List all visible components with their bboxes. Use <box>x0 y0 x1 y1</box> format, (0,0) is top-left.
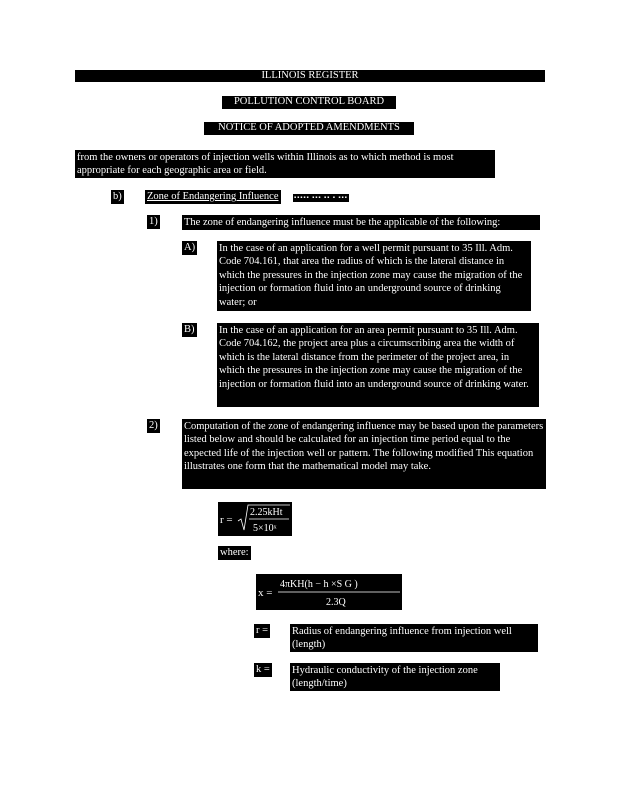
section-b-label: b) <box>113 191 122 202</box>
definition-text: Hydraulic conductivity of the injection zone (length/time) <box>290 663 500 691</box>
sub-a-text: In the case of an application for a well permit pursuant to 35 Ill. Adm. Code 704.161, that area the radius of which is the lateral distance in which the pressures in the injection zone may cause the migration of the injection or formation fluid into an underground source of drinking water; or <box>217 241 531 311</box>
sub-b-text: In the case of an application for an area permit pursuant to 35 Ill. Adm. Code 704.162, the project area plus a circumscribing area the width of which is the lateral distance from the perimeter of the project area, in which the pressures in the injection zone may cause the migration of the injection or formation fluid into an underground source of drinking water. <box>217 323 539 407</box>
equation-radius <box>218 502 292 536</box>
definition-text: Radius of endangering influence from injection well (length) <box>290 624 538 652</box>
item-2-text: Computation of the zone of endangering influence may be based upon the parameters listed below and should be calculated for an injection time period equal to the expected life of the injection well or pattern. The following modified This equation illustrates one form that the mathematical model may take. <box>182 419 546 489</box>
sub-a-label: A) <box>184 242 196 253</box>
item-1-label: 1) <box>149 216 158 227</box>
eq1-denominator: 5×10ˣ <box>253 523 277 534</box>
section-b-title: Zone of Endangering Influence <box>147 191 279 202</box>
equation-x <box>256 574 402 610</box>
scan-noise: ▪▪▪▪▪ ▪▪▪ ▪▪ ▪ ▪▪▪ <box>294 195 348 201</box>
eq2-lhs: x = <box>258 587 273 599</box>
eq2-numerator: 4πKH(h − h ×S G ) <box>280 579 358 590</box>
eq1-numerator: 2.25kHt <box>250 507 283 518</box>
sub-b-label: B) <box>184 324 195 335</box>
eq2-denominator: 2.3Q <box>326 597 346 608</box>
intro-paragraph: from the owners or operators of injection wells within Illinois as to which method is most appropriate for each geographic area or field. <box>75 150 495 178</box>
item-2-label: 2) <box>149 420 158 431</box>
eq1-lhs: r = <box>220 514 233 526</box>
register-title: ILLINOIS REGISTER <box>75 70 545 82</box>
definition-symbol: k = <box>256 664 270 675</box>
definition-symbol: r = <box>256 625 269 636</box>
notice-title: NOTICE OF ADOPTED AMENDMENTS <box>204 122 414 135</box>
board-title: POLLUTION CONTROL BOARD <box>222 96 396 109</box>
where-label: where: <box>220 547 249 558</box>
item-1-text: The zone of endangering influence must be the applicable of the following: <box>182 215 540 230</box>
header-rule-bottom <box>75 81 545 82</box>
